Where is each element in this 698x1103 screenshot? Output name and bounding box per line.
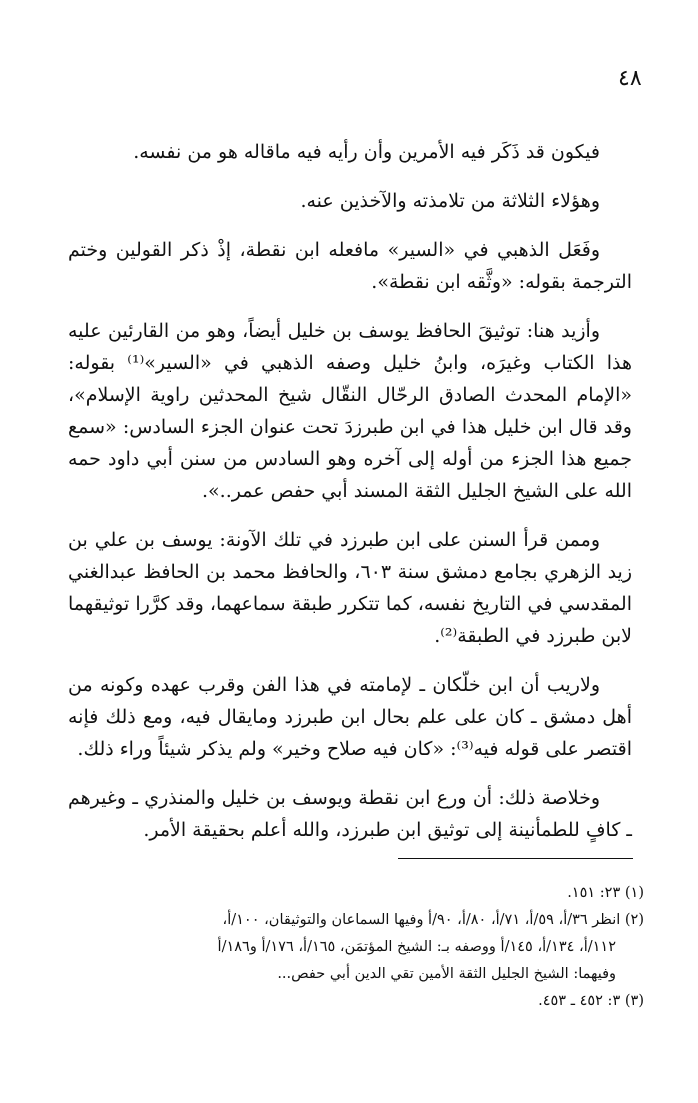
paragraph-3: وفَعَل الذهبي في «السير» مافعله ابن نقطة، إذْ ذكر القولين وختم الترجمة بقوله: «وثَّقه ابن نقطة». bbox=[68, 239, 632, 293]
paragraph-2: وهؤلاء الثلاثة من تلامذته والآخذين عنه. bbox=[300, 190, 600, 212]
paragraph-4: وأزيد هنا: توثيقَ الحافظ يوسف بن خليل أيضاً، وهو من القارئين عليه هذا الكتاب وغيرَه، وابنُ خليل وصفه الذهبي في «السير»⁽¹⁾ بقوله: «الإمام المحدث الصادق الرحّال النقّال شيخ المحدثين راوية الإسلام»، وقد قال ابن خليل هذا في ابن طبرزدَ تحت عنوان الجزء السادس: «سمع جميع هذا الجزء من أوله إلى آخره وهو السادس من سنن أبي داود حمه الله على الشيخ الجليل الثقة المسند أبي حفص عمر..». bbox=[68, 320, 632, 502]
page-number: ٤٨ bbox=[618, 66, 642, 91]
paragraph-7: وخلاصة ذلك: أن ورع ابن نقطة ويوسف بن خليل والمنذري ـ وغيرهم ـ كافٍ للطمأنينة إلى توثيق ابن طبرزد، والله أعلم بحقيقة الأمر. bbox=[68, 787, 632, 841]
footnote-2: (٢) انظر ٣٦/أ، ٥٩/أ، ٧١/أ، ٨٠/أ، ٩٠/أ وفيها السماعان والتوثيقان، ١٠٠/أ، bbox=[222, 912, 644, 928]
paragraph-1: فيكون قد ذَكَر فيه الأمرين وأن رأيه فيه ماقاله هو من نفسه. bbox=[133, 141, 600, 163]
footnote-2-continuation: ١١٢/أ، ١٣٤/أ، ١٤٥/أ ووصفه بـ: الشيخ المؤتمَن، ١٦٥/أ، ١٧٦/أ و١٨٦/أ bbox=[217, 939, 616, 955]
footnote-1: (١) ٢٣: ١٥١. bbox=[567, 885, 644, 901]
footnote-2-continuation: وفيهما: الشيخ الجليل الثقة الأمين تقي الدين أبي حفص... bbox=[277, 966, 616, 982]
footnote-divider bbox=[398, 858, 633, 859]
paragraph-5: وممن قرأ السنن على ابن طبرزد في تلك الآونة: يوسف بن علي بن زيد الزهري بجامع دمشق سنة ٦٠٣، والحافظ محمد بن الحافظ عبدالغني المقدسي في التاريخ نفسه، كما تتكرر طبقة سماعهما، وقد كرَّرا توثيقهما لابن طبرزد في الطبقة⁽²⁾. bbox=[68, 529, 633, 647]
body-text bbox=[68, 136, 632, 863]
paragraph-6: ولاريب أن ابن خلّكان ـ لإمامته في هذا الفن وقرب عهده وكونه من أهل دمشق ـ كان على علم بحال ابن طبرزد ومايقال فيه، ومع ذلك فإنه اقتصر على قوله فيه⁽³⁾: «كان فيه صلاح وخير» ولم يذكر شيئاً وراء ذلك. bbox=[68, 674, 632, 760]
footnote-3: (٣) ٣: ٤٥٢ ـ ٤٥٣. bbox=[538, 993, 644, 1009]
footnotes bbox=[48, 880, 644, 1015]
